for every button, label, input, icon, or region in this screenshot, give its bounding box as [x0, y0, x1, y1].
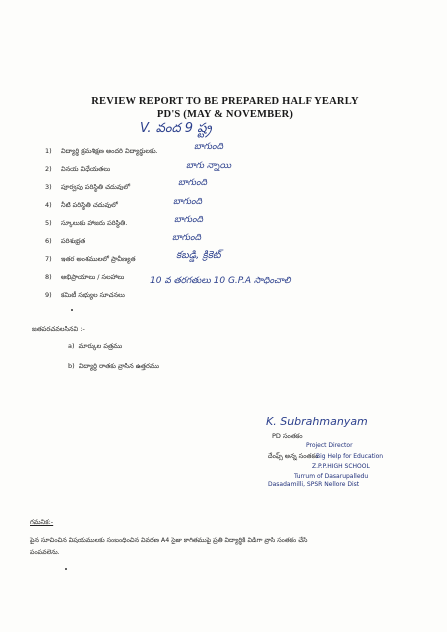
ink-dot	[71, 309, 73, 311]
attachment-item-a: a) మార్కుల పత్రము	[68, 342, 123, 350]
item-label: పరిశుభ్రత	[61, 237, 86, 245]
hm-signature-label: దేంఫ్స్ అన్న సంతకం	[268, 452, 319, 460]
item-answer: 10 వ తరగతులు 10 G.P.A సాధించాలి	[150, 276, 291, 286]
pd-signature-label: PD సంతకం	[272, 432, 303, 440]
ink-dot	[65, 568, 67, 570]
attachments-heading: జతపరచవలసినవి :-	[32, 325, 85, 333]
item-answer: బాగుంది	[174, 215, 203, 225]
item-answer: బాగు న్నాయి	[186, 161, 232, 171]
item-label: స్కూలుకు హాజరు పరిస్థితి.	[61, 219, 128, 227]
stamp-line: Project Director	[306, 442, 353, 449]
list-item: 4) నీటి పరిస్థితి చదువులో	[45, 201, 118, 209]
item-answer: బాగుంది	[194, 142, 223, 152]
stamp-line: Dasadamilli, SPSR Nellore Dist	[268, 481, 360, 488]
list-item: 6) పరిశుభ్రత	[45, 237, 86, 245]
list-item: 5) స్కూలుకు హాజరు పరిస్థితి.	[45, 219, 128, 227]
item-label: నీటి పరిస్థితి చదువులో	[61, 201, 118, 209]
item-label: విద్యార్థి క్రమశిక్షణ అందరి విద్యార్థులకు.	[61, 147, 158, 155]
item-answer: కబడ్డి, క్రికెట్	[176, 250, 221, 261]
list-item: 9) కమిటీ సభ్యుల సూచనలు	[45, 291, 125, 299]
item-label: పూర్వపు పరిస్థితి చదువులో	[61, 183, 131, 191]
signature-handwritten: K. Subrahmanyam	[266, 415, 368, 428]
note-line1: పైన సూచించిన విషయములకు సంబంధించిన వివరణ A4 సైజు కాగితముపై ప్రతి విద్యార్థికి విడిగా వ్రాసి సంతకం చేసి	[30, 537, 308, 544]
item-label: ఇతర అంశములలో ప్రావీణ్యత	[61, 255, 136, 263]
note-line2: పంపవలెను.	[30, 549, 60, 556]
item-label: కమిటీ సభ్యుల సూచనలు	[61, 291, 125, 299]
handwritten-student-name: V. వంద 9 ష్ట్ర	[140, 121, 212, 136]
list-item: 8) అభిప్రాయాలు / సలహాలు	[45, 273, 125, 281]
list-item: 3) పూర్వపు పరిస్థితి చదువులో	[45, 183, 131, 191]
item-answer: బాగుంది	[178, 178, 207, 188]
item-answer: బాగుంది	[173, 197, 202, 207]
note-heading: గమనిక:-	[30, 518, 54, 526]
list-item: 7) ఇతర అంశములలో ప్రావీణ్యత	[45, 255, 136, 263]
item-label: వినయ విధేయతలు	[61, 165, 111, 173]
stamp-line: Z.P.P.HIGH SCHOOL	[312, 463, 370, 470]
attachment-item-b: b) విద్యార్థి రాతకు వ్రాసిన ఉత్తరము	[68, 362, 159, 370]
item-answer: బాగుంది	[172, 233, 201, 243]
document-title-line1: REVIEW REPORT TO BE PREPARED HALF YEARLY	[91, 96, 359, 107]
list-item: 2) వినయ విధేయతలు	[45, 165, 111, 173]
item-label: అభిప్రాయాలు / సలహాలు	[61, 273, 125, 281]
stamp-line: Big Help for Education	[316, 453, 384, 460]
list-item: 1) విద్యార్థి క్రమశిక్షణ అందరి విద్యార్థులకు.	[45, 147, 158, 155]
stamp-line: Turrum of Dasarupalledu	[294, 473, 369, 480]
document-title-line2: PD'S (MAY & NOVEMBER)	[156, 109, 294, 120]
